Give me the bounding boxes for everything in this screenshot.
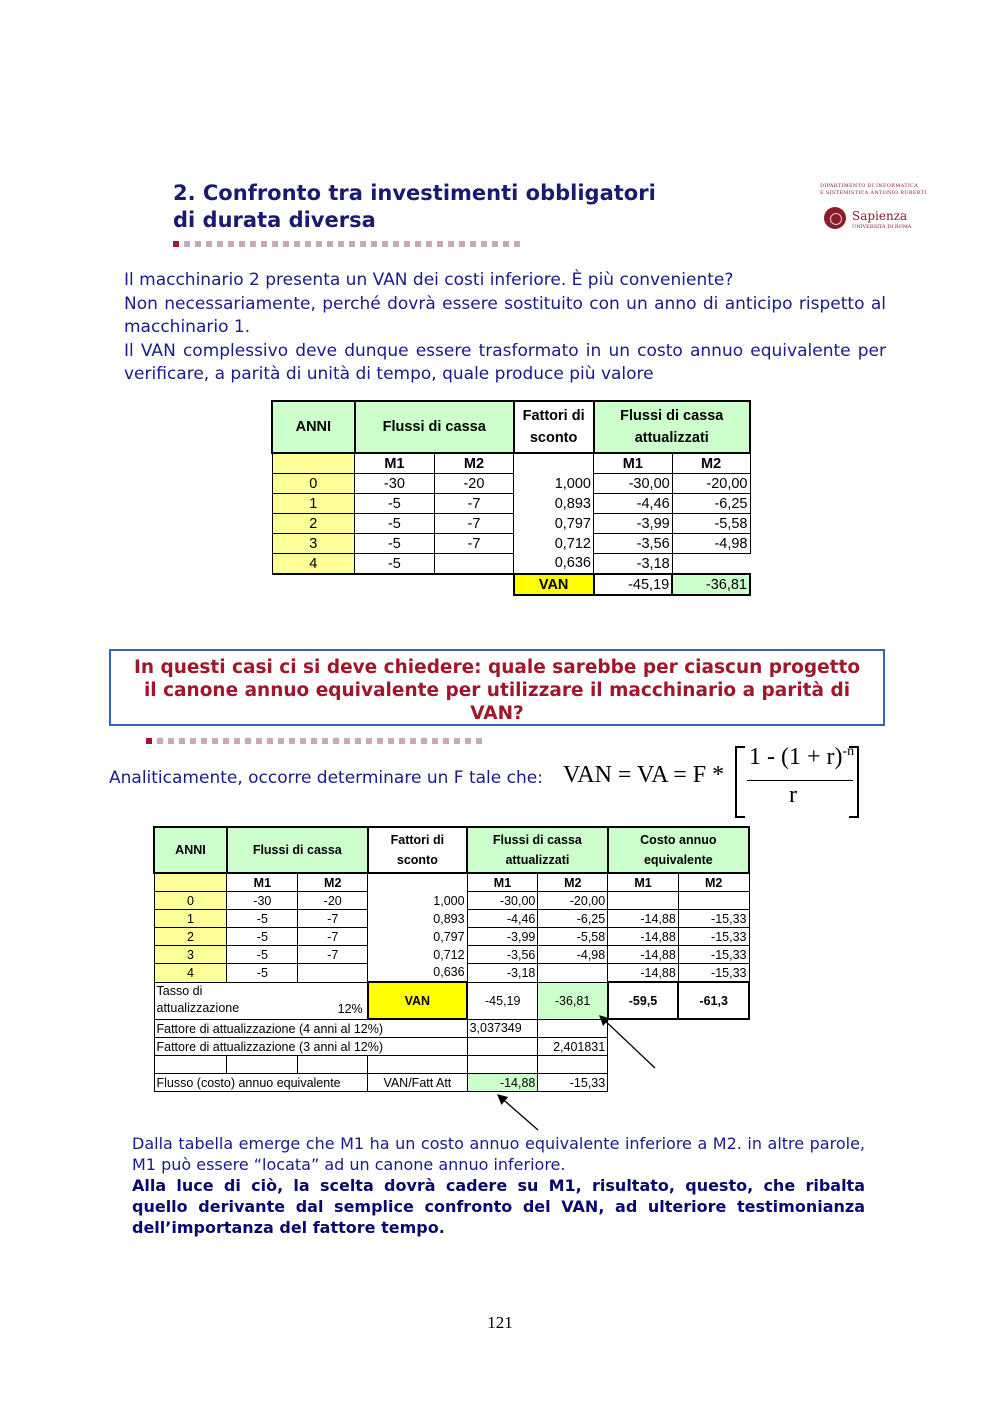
anno: 4 xyxy=(272,554,355,575)
tasso-cell xyxy=(154,982,368,1019)
fattore: 0,636 xyxy=(514,554,594,575)
header-costo xyxy=(608,827,749,873)
costo1: -14,88 xyxy=(608,910,679,928)
costo2: -15,33 xyxy=(678,910,749,928)
tasso-label-1: Tasso di xyxy=(156,983,203,998)
cell-empty xyxy=(272,574,355,595)
header-fattori-1: Fattori di xyxy=(522,408,585,424)
att2: -6,25 xyxy=(538,910,608,928)
formula-numerator xyxy=(749,744,854,771)
cell-empty xyxy=(368,873,467,892)
m2: -7 xyxy=(298,946,368,964)
van-m1: -45,19 xyxy=(467,982,538,1019)
table-row xyxy=(272,474,750,494)
conclusion-bold: Alla luce di ciò, la scelta dovrà cadere su M1, risultato, questo, che ribalta quello derivante dal semplice confronto del VAN, ad ulteriore testimonianza dell’importanza del fattore tempo. xyxy=(132,1176,865,1237)
cell-empty xyxy=(368,1056,467,1074)
header-anni: ANNI xyxy=(154,827,227,873)
title-line-2: di durata diversa xyxy=(173,208,376,232)
cell-empty xyxy=(355,574,435,595)
att2: -6,25 xyxy=(672,494,750,514)
header-fattori xyxy=(514,401,594,453)
fattore: 0,797 xyxy=(514,514,594,534)
costo1: -14,88 xyxy=(608,928,679,946)
arrows xyxy=(470,1010,670,1150)
table-row xyxy=(272,494,750,514)
van-m2: -36,81 xyxy=(672,574,750,595)
fattore: 0,893 xyxy=(514,494,594,514)
att1: -3,99 xyxy=(467,928,538,946)
m1: -5 xyxy=(355,494,435,514)
att1: -4,46 xyxy=(467,910,538,928)
fattore: 0,636 xyxy=(368,964,467,983)
costo2: -15,33 xyxy=(678,964,749,983)
cell-empty xyxy=(678,1019,749,1038)
fattore3-value: 2,401831 xyxy=(538,1038,608,1056)
fattore4-label: Fattore di attualizzazione (4 anni al 12%) xyxy=(154,1019,467,1038)
table-header-row xyxy=(272,401,750,453)
callout-divider xyxy=(146,738,487,744)
fattore: 1,000 xyxy=(514,474,594,494)
m1: -5 xyxy=(355,514,435,534)
m2: -7 xyxy=(298,928,368,946)
logo-name: Sapienza xyxy=(852,209,908,223)
header-attualizzati xyxy=(594,401,751,453)
cell-empty xyxy=(678,1038,749,1056)
van-m1: -45,19 xyxy=(594,574,673,595)
sub-m2: M2 xyxy=(298,873,368,892)
att2: -20,00 xyxy=(538,892,608,910)
callout-box xyxy=(109,649,885,726)
fattore: 0,797 xyxy=(368,928,467,946)
att2: -5,58 xyxy=(538,928,608,946)
sub-m1-costo: M1 xyxy=(608,873,679,892)
arrow-to-van xyxy=(600,1016,655,1068)
header-flussi: Flussi di cassa xyxy=(355,401,514,453)
costo1: -14,88 xyxy=(608,946,679,964)
intro-p3: Il VAN complessivo deve dunque essere trasformato in un costo annuo equivalente per verificare, a parità di unità di tempo, quale produce più valore xyxy=(124,340,886,384)
cell-empty xyxy=(272,453,355,474)
header-fattori-2: sconto xyxy=(396,853,438,867)
sapienza-logo xyxy=(820,183,930,243)
arrow-to-flusso xyxy=(498,1095,538,1130)
table-header-row xyxy=(154,827,749,873)
callout-text: In questi casi ci si deve chiedere: quale sarebbe per ciascun progetto il canone annuo equivalente per utilizzare il macchinario a parità di VAN? xyxy=(133,657,861,724)
page-title xyxy=(173,180,656,234)
anno: 2 xyxy=(154,928,227,946)
anno: 3 xyxy=(154,946,227,964)
cell-empty xyxy=(434,574,514,595)
costo2 xyxy=(678,892,749,910)
fattore: 1,000 xyxy=(368,892,467,910)
fattore4-value: 3,037349 xyxy=(467,1019,538,1038)
header-att-1: Flussi di cassa xyxy=(492,833,582,847)
van-label: VAN xyxy=(514,574,594,595)
cell-empty xyxy=(298,1056,368,1074)
att2 xyxy=(538,964,608,983)
cell-empty xyxy=(678,1074,749,1092)
formula-den: r xyxy=(789,782,797,808)
header-costo-1: Costo annuo xyxy=(640,833,717,847)
att2: -20,00 xyxy=(672,474,750,494)
anno: 2 xyxy=(272,514,355,534)
header-fattori xyxy=(368,827,467,873)
cell-empty xyxy=(678,1056,749,1074)
att1: -4,46 xyxy=(594,494,673,514)
header-att-2: attualizzati xyxy=(505,853,570,867)
van-row xyxy=(272,574,750,595)
sub-m1: M1 xyxy=(355,453,435,474)
anno: 0 xyxy=(154,892,227,910)
seal-icon xyxy=(824,207,846,229)
formula-num: 1 - (1 + r) xyxy=(749,744,843,770)
header-costo-2: equivalente xyxy=(643,853,713,867)
table-subheader-row xyxy=(272,453,750,474)
analitic-text: Analiticamente, occorre determinare un F tale che: xyxy=(109,768,543,788)
formula-left: VAN = VA = F * xyxy=(563,762,725,788)
att1: -3,99 xyxy=(594,514,673,534)
fattore3-label: Fattore di attualizzazione (3 anni al 12%) xyxy=(154,1038,467,1056)
van-costo-m2: -61,3 xyxy=(678,982,749,1019)
conclusion-normal: Dalla tabella emerge che M1 ha un costo annuo equivalente inferiore a M2. in altre parole, M1 può essere “locata” ad un canone annuo inferiore. xyxy=(132,1134,865,1174)
tasso-label-2: attualizzazione xyxy=(156,1000,240,1015)
m2: -20 xyxy=(298,892,368,910)
flusso-m2: -15,33 xyxy=(538,1074,608,1092)
m1: -30 xyxy=(227,892,298,910)
sub-m2-costo: M2 xyxy=(678,873,749,892)
anno: 1 xyxy=(154,910,227,928)
m1: -5 xyxy=(355,554,435,575)
flusso-m1: -14,88 xyxy=(467,1074,538,1092)
intro-p2: Non necessariamente, perché dovrà essere sostituito con un anno di anticipo rispetto al macchinario 1. xyxy=(124,293,886,337)
m1: -5 xyxy=(227,946,298,964)
table-row xyxy=(154,946,749,964)
sub-m1-att: M1 xyxy=(467,873,538,892)
table-row xyxy=(154,964,749,983)
anno: 4 xyxy=(154,964,227,983)
m1: -5 xyxy=(227,928,298,946)
logo-dept-line-2: E SISTEMISTICA ANTONIO RUBERTI xyxy=(820,190,927,196)
att1: -3,56 xyxy=(594,534,673,554)
sub-m2-att: M2 xyxy=(672,453,750,474)
logo-dept-line-1: DIPARTIMENTO DI INFORMATICA xyxy=(820,183,919,189)
att1: -3,18 xyxy=(467,964,538,983)
att1: -3,18 xyxy=(594,554,673,575)
title-line-1: 2. Confronto tra investimenti obbligatori xyxy=(173,181,656,205)
table-row xyxy=(272,534,750,554)
table-row xyxy=(154,910,749,928)
m1: -5 xyxy=(227,964,298,983)
att2: -4,98 xyxy=(672,534,750,554)
m1: -30 xyxy=(355,474,435,494)
cell-empty xyxy=(154,873,227,892)
header-fattori-2: sconto xyxy=(529,430,578,446)
m2: -7 xyxy=(434,514,514,534)
van-m2: -36,81 xyxy=(538,982,608,1019)
table-row xyxy=(272,554,750,575)
cell-empty xyxy=(514,453,594,474)
table-row xyxy=(154,928,749,946)
conclusion-text xyxy=(132,1133,865,1238)
formula-exp: -n xyxy=(842,744,855,759)
cell-empty xyxy=(154,1056,227,1074)
tasso-value: 12% xyxy=(337,1001,363,1016)
att1: -30,00 xyxy=(594,474,673,494)
fattore: 0,712 xyxy=(514,534,594,554)
cell-empty xyxy=(227,1056,298,1074)
m1: -5 xyxy=(227,910,298,928)
fraction-line xyxy=(747,780,853,781)
anno: 1 xyxy=(272,494,355,514)
page-number: 121 xyxy=(487,1313,513,1332)
m2: -7 xyxy=(434,494,514,514)
header-attualizzati xyxy=(467,827,608,873)
header-fattori-1: Fattori di xyxy=(390,833,445,847)
header-att-1: Flussi di cassa xyxy=(620,408,724,424)
m2 xyxy=(434,554,514,575)
fattore: 0,893 xyxy=(368,910,467,928)
table-subheader-row xyxy=(154,873,749,892)
m2 xyxy=(298,964,368,983)
header-att-2: attualizzati xyxy=(634,430,709,446)
sub-m2-att: M2 xyxy=(538,873,608,892)
m2: -20 xyxy=(434,474,514,494)
flusso-label: Flusso (costo) annuo equivalente xyxy=(154,1074,368,1092)
table-cash-flows xyxy=(271,400,751,596)
sub-m1-att: M1 xyxy=(594,453,673,474)
costo1: -14,88 xyxy=(608,964,679,983)
att1: -3,56 xyxy=(467,946,538,964)
sub-m2: M2 xyxy=(434,453,514,474)
title-divider xyxy=(173,241,525,247)
intro-text xyxy=(124,269,886,387)
header-flussi: Flussi di cassa xyxy=(227,827,368,873)
van-label: VAN xyxy=(368,982,467,1019)
costo1 xyxy=(608,892,679,910)
m1: -5 xyxy=(355,534,435,554)
costo2: -15,33 xyxy=(678,928,749,946)
att1: -30,00 xyxy=(467,892,538,910)
att2: -4,98 xyxy=(538,946,608,964)
van-costo-m1: -59,5 xyxy=(608,982,679,1019)
header-anni: ANNI xyxy=(272,401,355,453)
table-row xyxy=(154,892,749,910)
sub-m1: M1 xyxy=(227,873,298,892)
m2: -7 xyxy=(434,534,514,554)
anno: 0 xyxy=(272,474,355,494)
fattore: 0,712 xyxy=(368,946,467,964)
flusso-formula: VAN/Fatt Att xyxy=(368,1074,467,1092)
logo-sub: UNIVERSITÀ DI ROMA xyxy=(852,224,912,230)
att2: -5,58 xyxy=(672,514,750,534)
intro-p1: Il macchinario 2 presenta un VAN dei costi inferiore. È più conveniente? xyxy=(124,270,734,290)
table-row xyxy=(272,514,750,534)
costo2: -15,33 xyxy=(678,946,749,964)
att2 xyxy=(672,554,750,575)
anno: 3 xyxy=(272,534,355,554)
m2: -7 xyxy=(298,910,368,928)
